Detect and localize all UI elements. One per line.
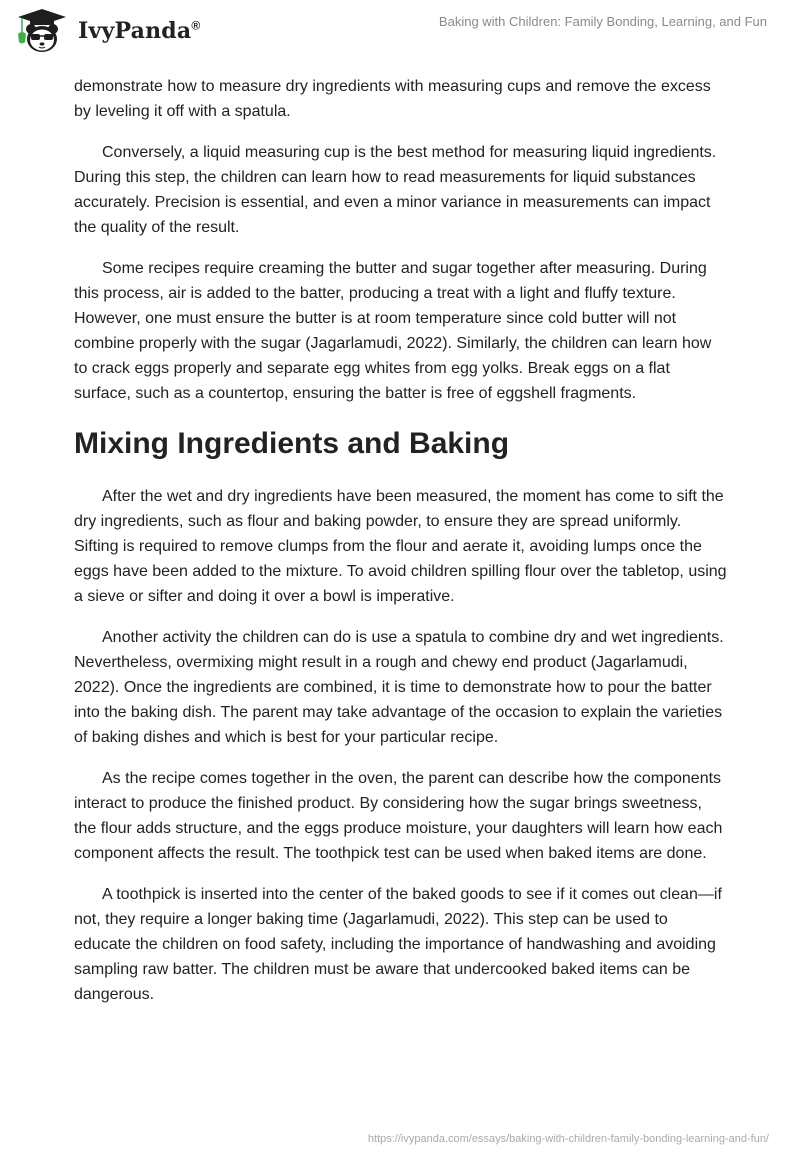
logo-text: IvyPanda [78,18,192,44]
paragraph: Another activity the children can do is use a spatula to combine dry and wet ingredients. Nevertheless, overmixing might result in a rough and chewy end product (Jagarlamudi, 2022). Once the ingredients are combined, it is time to demonstrate how to pour the batter into the baking dish. The parent may take advantage of the occasion to explain the varieties of baking dishes and which is best for your particular recipe. [74,629,724,746]
document-title: Baking with Children: Family Bonding, Learning, and Fun [438,14,767,29]
paragraph: Conversely, a liquid measuring cup is the best method for measuring liquid ingredients. During this step, the children can learn how to read measurements for liquid substances accurately. Precision is essential, and even a minor variance in measurements can impact the quality of the result. [74,144,717,236]
source-url-link[interactable]: https://ivypanda.com/essays/baking-with-children-family-bonding-learning-and-fun/ [367,1133,769,1145]
section-heading: Mixing Ingredients and Baking [74,427,510,460]
page-header [0,0,800,62]
paragraph: Some recipes require creaming the butter and sugar together after measuring. During this process, air is added to the batter, producing a treat with a light and fluffy texture. However, one must ensure the butter is at room temperature since cold butter will not combine properly with the sugar (Jagarlamudi, 2022). Similarly, the children can learn how to crack eggs properly and separate egg whites from egg yolks. Break eggs on a flat surface, such as a countertop, ensuring the batter is free of eggshell fragments. [74,260,712,402]
paragraph: As the recipe comes together in the oven, the parent can describe how the components interact to produce the finished product. By considering how the sugar brings sweetness, the flour adds structure, and the eggs produce moisture, your daughters will learn how each component affects the result. The toothpick test can be used when baked items are done. [74,770,723,862]
panda-graduate-logo-icon [16,8,68,54]
paragraph-continuation: demonstrate how to measure dry ingredients with measuring cups and remove the excess by leveling it off with a spatula. [74,78,711,120]
paragraph: A toothpick is inserted into the center of the baked goods to see if it comes out clean—if not, they require a longer baking time (Jagarlamudi, 2022). This step can be used to educate the children on food safety, including the importance of handwashing and avoiding sampling raw batter. The children must be aware that undercooked baked items can be dangerous. [74,886,722,1003]
logo-wordmark [78,18,200,44]
ivypanda-logo-link[interactable] [16,8,200,54]
paragraph: After the wet and dry ingredients have been measured, the moment has come to sift the dry ingredients, such as flour and baking powder, to ensure they are spread uniformly. Sifting is required to remove clumps from the flour and aerate it, avoiding lumps once the eggs have been added to the mixture. To avoid children spilling flour over the tabletop, using a sieve or sifter and doing it over a bowl is imperative. [74,488,727,605]
essay-body [74,74,728,1023]
registered-mark: ® [191,18,201,33]
